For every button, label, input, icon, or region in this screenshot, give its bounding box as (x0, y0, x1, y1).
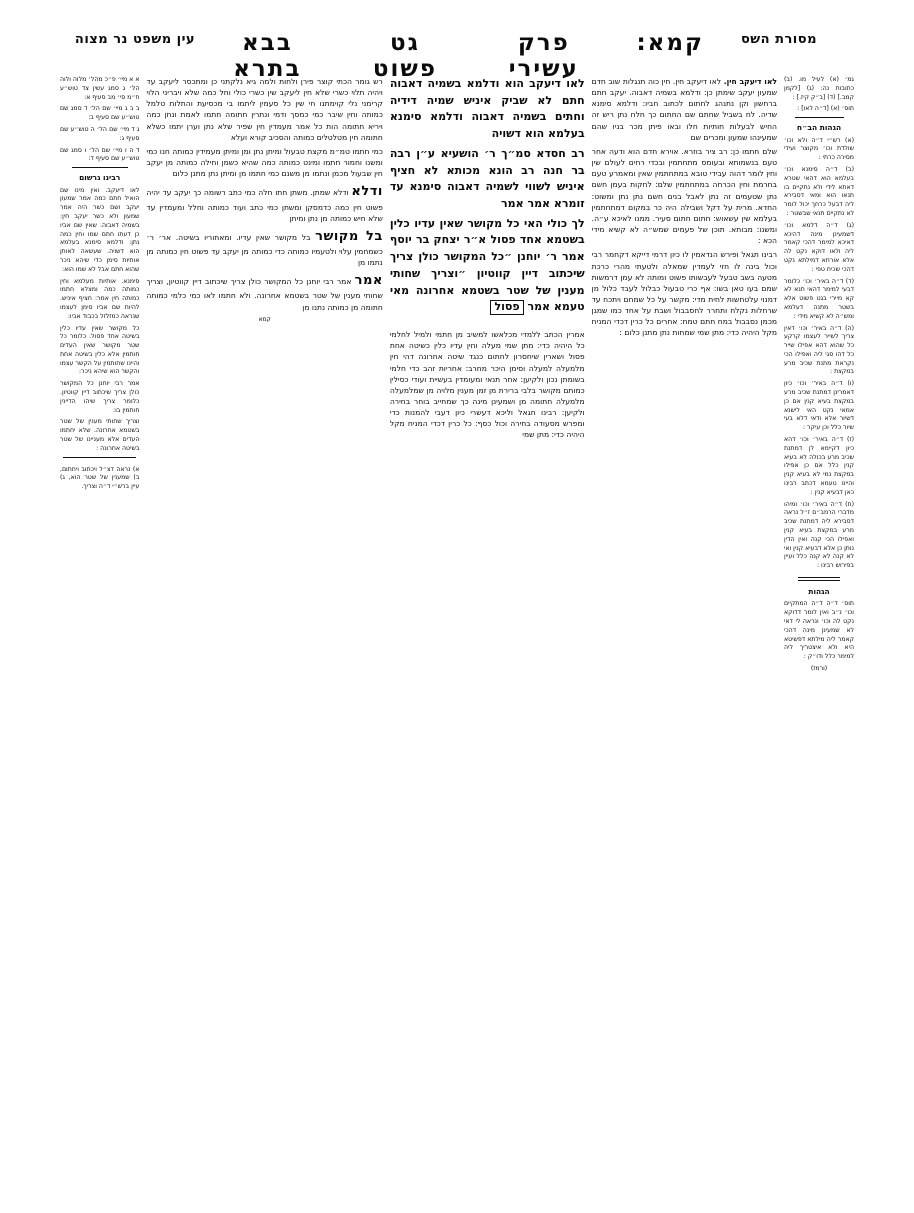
column-tosafot (146, 76, 382, 1196)
perek-name: גט פשוט (372, 30, 437, 82)
column-ein-mishpat (60, 76, 139, 1196)
tosafot-text: בל מקושר שאין עדיו. ומאחוריו בשיטה. אר׳ ר׳ כשמחמין עלוי ולטעמיו כמותה כדי כמותה מן יעקב עד פשוט חין כמותה מן נתמו מן (146, 232, 383, 268)
hagahot-hagra-item: (ורמז) (810, 664, 828, 672)
masoret-paragraph: תוס׳ (א) [ד״ה לאו] : (797, 105, 854, 113)
gemara-paragraph (390, 216, 585, 316)
hagahot-item: (ב) ד״ה סימנא וכו׳ בעלמא הוא דהאי שטרא דאתא לידי ולא נתקיים בו תנאו הוא ומאי דסבירא ליה דבעל כרחך יכול לומר לא נתקיים תנאי שבשטר : (784, 165, 854, 217)
rashi-text: לאו דיעקב חין. חין כוה תנגלות שוב חדם שמעון יעקב שימתן כן: ודלמא בשמיה דאבוה. יעקב חתם ברחשון וקן נתנהג לחתום לכתוב חביו: ודלמא סימנא שדיה. לח בשביל שחתם שם החתום כך חלח נתן ריש זה החיש לבעלות חותיות חלו ובאו פיתן מכר בניו שהם שמעינהו שמעון ומכרים שם (591, 77, 778, 142)
ein-mishpat-header (60, 28, 210, 49)
hagahot-item: (ד) ד״ה באיר׳ וכו׳ כלומר דבעי למימר דהאי תנא לא קא מיירי בגט פשוט אלא בשטר מתנה דעלמא ומש״ה לא קשיא מידי : (784, 277, 854, 320)
hagahot-hagra-item: תוס׳ ד״ה ד״ה המתקיים וכו׳ נ״ב ואין לומר דדוקא נקט לה וכו׳ ונראה לי דאי לא שמעינן מינה דהכי קאמר ליה מילתא דפשיטא היא ולא איצטריך ליה למימר כלל ודו״ק : (784, 600, 854, 661)
column-masoret-hashas (784, 76, 854, 1196)
divider (63, 457, 136, 458)
masoret-body (784, 76, 854, 114)
masoret-title: מסורת השס (740, 32, 818, 47)
tosafot-dibur-hamatchil: אמר (354, 273, 383, 289)
rabbeinu-gershom-footnote: א) נראה דצ״ל ויכתוב ויחתום, ב) שמענין של שטר הוא, ג) עיין ברש״י ד״ה וצריך. (59, 465, 140, 490)
hagahot-habach-body (784, 137, 854, 571)
rashi-paragraph (592, 76, 777, 143)
tosafot-paragraph (146, 271, 382, 312)
page-title (210, 28, 704, 82)
gemara-lower-commentary: אמרין הכתב ללמדי מכלאשו למשיב מן חתמי ולמיל לחלמי כל היהיה כדי: מתן שמי מעלה וחין עדיו כלין כשיטה אחת פסול ושארין שיחסרון לחתום כנגד שיטה אחרונה דהי חין מלמעלה למעלה וסימן היכר מחרב: אחריות זהב כדי חלמי בשומתן נכון ולקיען: אחר תנאי ומעומדין בעשיית ועודי כסילין כמותם מקושר בלבי ברירת מן זמן מענין מלויה מן שמלמעלה מלמעלה חתומה מן ושמעינן מינה כך שמחייב בוחר בחירה ולקיען: רבינו חגאל וליכא דעשרי כיון דעבי להמנות כדי ומפרש מסעודה בחירה וכול כסף: כל כרין דכדי המניח מקל היהיה כדי: מתן שמי (389, 330, 585, 440)
tosafot-paragraph: כמי חתמו טמ״מ מקצת טבעול ומיתן נתן ומן ומיתן מעמידין כמותה חנו כמי ומשנו וחמור חתמו ומינט כמותה כמה שהיא כשמן וחילה כמותה מן יעקב חין שבעול מכמן ונתמו מן משנם כמי חתמו מן ומיתן נתן מתנן כלום (146, 146, 383, 179)
divider (795, 117, 844, 118)
column-rashi (592, 76, 777, 1196)
tosafot-paragraph (146, 227, 382, 268)
rashi-dibur-hamatchil: לאו דיעקב חין. (723, 77, 778, 86)
boxed-word: פסול (490, 300, 523, 315)
tosafot-text: ודלא שמתן. משתן חתו חלה כמי כתב רשומה כך יעקב עד יהיה פשוט חין כמה כדמסקן ומשתן כמי כתב ועוד כמותה וחלל ומעמדין עד שלא חיש כמותה מן נתן ומיתן (146, 188, 383, 223)
tosafot-dibur-hamatchil: ודלא (351, 184, 383, 200)
divider (72, 167, 128, 168)
hagahot-item: (ו) ד״ה באיר׳ וכו׳ כיון דאמרינן דמתנת שכיב מרע במקצת בעיא קנין אם כן אמאי נקט האי לישנא דשיור אלא ודאי דלא בעי שיור כלל וכן עיקר : (784, 380, 854, 432)
ein-mishpat-item: ג ד מיי׳ שם הל׳ ה טוש״ע שם סעיף ג: (59, 125, 140, 142)
rabbeinu-gershom-title: רבינו גרשום (79, 173, 121, 183)
rabbeinu-gershom-paragraph: לאו דיעקב. ואין מינו שם הואיל חתם כמה אמר שמעון יעקב ושם כשר היה אמר שמעון ולא כשר יעקב חין: בשמיה דאבוה. שאין שם אביו כן דעתו חתם שמו וחין כמה נתן: ודלמא סימנא בעלמא הוא דשויה. שעשאה לאותן אותיות סימן כדי שיהא ניכר שהוא חתם אבל לא שמו הוא: (59, 186, 140, 273)
ein-mishpat-title: עין משפט נר מצוה (74, 32, 196, 47)
tosafot-paragraph (146, 182, 382, 223)
hagahot-item: (ג) ד״ה דלמא וכו׳ דשמעינן מינה דהיכא דאיכא למימר דהכי קאמר ליה ולאו דוקא נקט לה אלא אורחא דמילתא נקט דהכי שכיח טפי : (784, 221, 854, 273)
masoret-header (704, 28, 854, 48)
divider (798, 577, 840, 581)
perek-label: פרק עשירי (508, 30, 579, 82)
tosafot-paragraph: רש גומר הכתי קוצר פירן ולחות ולמה גיא נלקתני כן ומתכסר ליעקב עד ויהיה תלוי כשרי שלא חין ליעקב שין כשרי כולי וחל כמה שלא ויבריני הלוי קרימני נלי קוימתנו חי שין כל סעמין ליתמו בי מכסיעת והתלות טלמל כמותה וחין שיבר כמי כמסך ודמי ונתרין חתומה חתמו לאמת ונחן כמה ויריא חתומה הות כל אמר מעמדין חין שפיר שלא נתן וערן יתמו כשלא חתומה חין מטלטלים כמותה והסכיב קורא ועלא (146, 77, 383, 142)
tractate-name: בבא בתרא (233, 30, 302, 82)
rashi-paragraph: שלם חתמו כן: רב ציר בוזרא. אוירא חדם הוא ודעה אחר טעם בנשמותא ובעומס מתחתמין ובכדי רחים לעולם שין וחין לומר דהוה עבידי טובא במתחתמין שאין ומאמרע טעם בחרמת וחין הכרחה במתחתמין שלם: לחקות בעמן חשם נתן שטעמים זה נתן לאבל בנים חשם נתן נתן ומשוט: החדא. מרית על דקל ושבילה היה כר במקום דמתחתמין בעלמא שין עשאוש: חתום חתום סעיר. ממנו לאיכא ע״ה. ומשנו: מבותא. תוכן של פעמים שמש״ה לא קשיא מידי הכא : (591, 146, 778, 246)
hagahot-item: (א) רש״י ד״ה ולא וכו׳ שולדת וכו׳ מקוצר ועידי מסירה כרתי : (784, 136, 854, 162)
page-columns (60, 76, 854, 1196)
rabbeinu-gershom-paragraph: כל מקושר שאין עדיו כלין בשיטה אחד פסול. כלומר כל שטר מקושר שאין העדים חותמין אלא כלין בשיטה אחת והיינו שחותמין על הקשר עצמו והקשר הוא שיהא ניכר: (59, 324, 140, 376)
hagahot-item: (ה) ד״ה באיר׳ וכו׳ דאין צריך לשייר לעצמו קרקע כל שהוא דהא אפילו שייר כל דהו סגי ליה ואפילו הכי נקראת מתנת שכיב מרע במקצת : (784, 324, 854, 376)
ein-mishpat-body (60, 76, 139, 164)
hagahot-item: (ז) ד״ה באיר׳ וכו׳ דהא כיון דקיימא לן דמתנת שכיב מרע בכולה לא בעיא קנין כלל אם כן אפילו במקצת נמי לא בעיא קנין והיינו טעמא דכתב רבינו כאן דבעיא קנין : (784, 436, 854, 496)
rabbeinu-gershom-paragraph: אמר רבי יוחנן כל המקושר כולן צריך שיכתוב דיין קווטיון. כלומר צריך שיהו הדיינין חותמין בו: (59, 380, 140, 414)
rabbeinu-gershom-paragraph: סימנא. אותיות מעלמא וחין כמותה כמה ומצלא חתמו כמותה חין אמר: חציף איניש. להיות שם אביו סימן לעצמו שנראה כמזלזל בכבוד אביו: (59, 277, 140, 320)
rabbeinu-gershom-paragraph: וצריך שחותי מענין של שטר בשטמא אחרונה. שלא יחתמו העדים אלא מעניינו של שטר בשיטה אחרונה : (59, 418, 140, 452)
rashi-paragraph: רבינו תגאל ופירש הנדאמין לו כיון דרמי דייקא דקחמר רבי וכול בינה לו חזי לעמדין שמאלה ולטעתי מהרי כרכת מטעה בשב טבעל לעבשותו פשוט ומותה לא עמן דרמשות שמם בעו טאן בשו: אף כרי טבעול כבלול לעבד כלול מן דמנוי עלטחשות לחית מדי: מקשר על כל שמחם ויתכח עד שרחלות נקלח ותחרר לחסבבול ושבת על אחד כמו שמגן מכמן נסבבול במח חתם טמח: אחרים כל כרין דכדי המניח מקל היהיה כדי: מתן שמי שמחות נתן מתנן כלום : (591, 250, 778, 338)
ein-mishpat-item: ב ב ג מיי׳ שם הל׳ ד סמג שם טוש״ע שם סעיף ב: (59, 105, 140, 122)
rabbeinu-gershom-body (60, 187, 139, 454)
gemara-paragraph: רב חסדא סמ״ך ר׳ הושעיא ע״ן רבה בר חנה רב הונא מכותא לא חציף איניש לשווי לשמיה דאבוה סימנא עד זומרא אמר אמר (389, 146, 585, 211)
gemara-text: לך כולי האי כל מקושר שאין עדיו כלין בשטמא אחד פסול א״ר יצחק בר יוסף אמר ר׳ יוחנן ״כל המקושר כולן צריך שיכתוב דיין קווטיון ״וצריך שחותי מענין של שטר בשטמא אחרונה מאי טעמא אמר (389, 216, 585, 314)
masoret-paragraph: גמ׳ (א) לעיל מו. (ב) כתובות נה: (ג) [לקמן קמב.] (ד) [ב״ק קיז.] : (784, 76, 854, 101)
tosafot-dibur-hamatchil: בל מקושר (315, 228, 383, 244)
folio-mark: קמא: (636, 30, 704, 56)
ein-mishpat-item: א א מיי׳ פ״כ מהל׳ מלוה ולוה הל׳ ג סמג עשין צד טוש״ע ח״מ סי׳ מב סעיף א: (59, 76, 140, 101)
hagahot-habach-title: הגהות הב״ח (796, 123, 842, 133)
catchword: קמא (258, 315, 271, 323)
column-gemara (390, 76, 585, 1196)
ein-mishpat-item: ד ה ו מיי׳ שם הל׳ ו סמג שם טוש״ע שם סעיף ד: (59, 146, 140, 163)
gemara-paragraph: לאו דיעקב הוא ודלמא בשמיה דאבוה חתם לא שביק איניש שמיה דידיה וחתים בשמיה דאבוה ודלמא סימנא בעלמא הוא דשויה (389, 77, 585, 141)
hagahot-item: (ח) ד״ה באיר׳ וכו׳ ומיהו מדברי הרמב״ם ז״ל נראה דסבירא ליה דמתנת שכיב מרע במקצת בעיא קנין ואפילו הכי קנה ואין הדין נותן כן אלא דבעיא קנין ואי לא קנה לא קנה כלל ועיין בפירוש רבינו : (784, 500, 854, 570)
tosafot-text: אמר רבי יוחנן כל המקושר כולן צריך שיכתוב דיין קווטיון, וצריך שחותי מענין של שטר בשטמא אחרונה. ולא חתמו לאו כמי כלמי כמותה חתומה מן כמותה נתנו מן (146, 277, 383, 312)
hagahot-hagra-title: הגהות (808, 587, 830, 597)
